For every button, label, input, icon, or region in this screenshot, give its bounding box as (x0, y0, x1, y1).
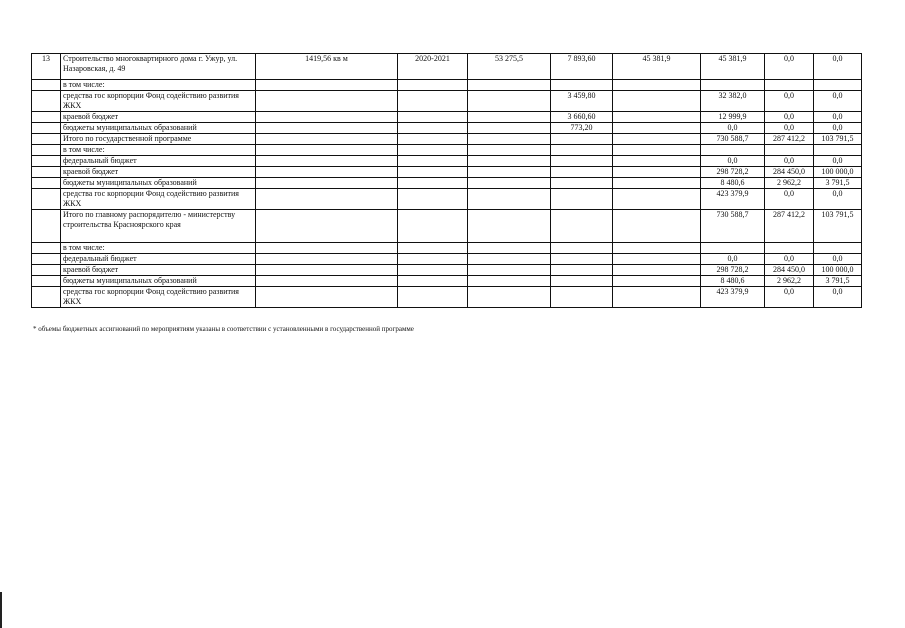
table-row (32, 167, 862, 178)
cell-name: краевой бюджет (61, 167, 256, 178)
cell-y3: 0,0 (814, 156, 862, 167)
cell-period (398, 265, 468, 276)
cell-period (398, 243, 468, 254)
cell-c6 (613, 145, 701, 156)
cell-c6 (613, 156, 701, 167)
cell-period (398, 145, 468, 156)
cell-c5 (551, 276, 613, 287)
cell-period (398, 276, 468, 287)
table-row (32, 112, 862, 123)
cell-y2 (765, 243, 814, 254)
cell-capacity (256, 91, 398, 112)
cell-y1: 12 999,9 (701, 112, 765, 123)
cell-num (32, 134, 61, 145)
cell-period (398, 189, 468, 210)
cell-num (32, 276, 61, 287)
cell-period (398, 123, 468, 134)
cell-y1: 32 382,0 (701, 91, 765, 112)
cell-name: в том числе: (61, 80, 256, 91)
cell-num (32, 287, 61, 308)
cell-period (398, 112, 468, 123)
cell-name: краевой бюджет (61, 112, 256, 123)
cell-y3: 0,0 (814, 112, 862, 123)
cell-capacity (256, 112, 398, 123)
cell-capacity (256, 167, 398, 178)
cell-y2: 0,0 (765, 91, 814, 112)
cell-cost (468, 156, 551, 167)
cell-c6 (613, 167, 701, 178)
cell-c6 (613, 112, 701, 123)
cell-capacity (256, 265, 398, 276)
cell-y1: 423 379,9 (701, 189, 765, 210)
cell-cost (468, 189, 551, 210)
cell-num (32, 265, 61, 276)
cell-c6 (613, 123, 701, 134)
cell-cost (468, 167, 551, 178)
scan-edge-mark (0, 592, 2, 628)
cell-capacity (256, 123, 398, 134)
cell-c5 (551, 156, 613, 167)
cell-y1: 730 588,7 (701, 134, 765, 145)
cell-c5 (551, 134, 613, 145)
cell-num: 13 (32, 54, 61, 80)
cell-c6 (613, 254, 701, 265)
cell-capacity: 1419,56 кв м (256, 54, 398, 80)
cell-y3: 3 791,5 (814, 276, 862, 287)
cell-num (32, 91, 61, 112)
cell-cost (468, 243, 551, 254)
cell-y1: 0,0 (701, 254, 765, 265)
cell-cost (468, 254, 551, 265)
cell-c5 (551, 167, 613, 178)
cell-name: средства гос корпорции Фонд содействию развития ЖКХ (61, 189, 256, 210)
cell-y2: 0,0 (765, 287, 814, 308)
cell-y2: 2 962,2 (765, 276, 814, 287)
cell-y2: 287 412,2 (765, 134, 814, 145)
cell-num (32, 254, 61, 265)
cell-period (398, 80, 468, 91)
table-row (32, 243, 862, 254)
cell-name: в том числе: (61, 243, 256, 254)
cell-capacity (256, 145, 398, 156)
cell-y3: 0,0 (814, 91, 862, 112)
cell-num (32, 210, 61, 243)
cell-y2: 0,0 (765, 123, 814, 134)
cell-capacity (256, 178, 398, 189)
project-row (32, 54, 862, 80)
cell-y1 (701, 243, 765, 254)
cell-y3: 0,0 (814, 123, 862, 134)
cell-y1: 423 379,9 (701, 287, 765, 308)
cell-y3: 103 791,5 (814, 210, 862, 243)
cell-capacity (256, 243, 398, 254)
table-row (32, 123, 862, 134)
cell-capacity (256, 189, 398, 210)
cell-c6 (613, 265, 701, 276)
cell-cost (468, 276, 551, 287)
cell-c6 (613, 287, 701, 308)
cell-cost (468, 134, 551, 145)
cell-y2: 0,0 (765, 189, 814, 210)
cell-y2: 2 962,2 (765, 178, 814, 189)
cell-name: средства гос корпорции Фонд содействию развития ЖКХ (61, 287, 256, 308)
cell-cost (468, 265, 551, 276)
cell-c5 (551, 145, 613, 156)
cell-c5 (551, 243, 613, 254)
cell-y2: 0,0 (765, 254, 814, 265)
cell-num (32, 80, 61, 91)
table-row (32, 91, 862, 112)
cell-cost: 53 275,5 (468, 54, 551, 80)
cell-period (398, 167, 468, 178)
cell-y2 (765, 80, 814, 91)
cell-num (32, 167, 61, 178)
cell-c5 (551, 80, 613, 91)
budget-table (31, 53, 862, 308)
cell-y3: 0,0 (814, 254, 862, 265)
cell-y1: 8 480,6 (701, 178, 765, 189)
cell-period (398, 91, 468, 112)
cell-num (32, 123, 61, 134)
cell-y2: 284 450,0 (765, 265, 814, 276)
cell-y3 (814, 145, 862, 156)
cell-y1: 45 381,9 (701, 54, 765, 80)
budget-table-body (32, 54, 862, 308)
cell-period (398, 287, 468, 308)
cell-name: федеральный бюджет (61, 254, 256, 265)
cell-cost (468, 112, 551, 123)
cell-y3: 100 000,0 (814, 167, 862, 178)
table-row (32, 156, 862, 167)
cell-c5: 3 660,60 (551, 112, 613, 123)
cell-c6 (613, 80, 701, 91)
cell-capacity (256, 287, 398, 308)
cell-cost (468, 287, 551, 308)
cell-num (32, 145, 61, 156)
table-row (32, 80, 862, 91)
cell-c5 (551, 178, 613, 189)
cell-c5: 773,20 (551, 123, 613, 134)
cell-num (32, 156, 61, 167)
cell-capacity (256, 210, 398, 243)
cell-num (32, 112, 61, 123)
cell-y3: 103 791,5 (814, 134, 862, 145)
cell-capacity (256, 134, 398, 145)
cell-cost (468, 91, 551, 112)
cell-period: 2020-2021 (398, 54, 468, 80)
cell-c6 (613, 91, 701, 112)
cell-cost (468, 210, 551, 243)
cell-name: в том числе: (61, 145, 256, 156)
cell-name: краевой бюджет (61, 265, 256, 276)
cell-c5 (551, 254, 613, 265)
cell-c6 (613, 243, 701, 254)
cell-y2: 0,0 (765, 156, 814, 167)
table-row (32, 265, 862, 276)
cell-y1 (701, 80, 765, 91)
cell-y3: 0,0 (814, 189, 862, 210)
table-row (32, 276, 862, 287)
cell-c6 (613, 178, 701, 189)
cell-period (398, 156, 468, 167)
cell-c6 (613, 210, 701, 243)
cell-name: бюджеты муниципальных образований (61, 123, 256, 134)
cell-num (32, 189, 61, 210)
cell-c5 (551, 189, 613, 210)
cell-c5 (551, 265, 613, 276)
cell-y1: 730 588,7 (701, 210, 765, 243)
cell-y2: 287 412,2 (765, 210, 814, 243)
cell-capacity (256, 156, 398, 167)
cell-name: федеральный бюджет (61, 156, 256, 167)
cell-capacity (256, 254, 398, 265)
cell-y3: 100 000,0 (814, 265, 862, 276)
cell-period (398, 210, 468, 243)
cell-name: Итого по государственной программе (61, 134, 256, 145)
cell-cost (468, 80, 551, 91)
cell-c5: 7 893,60 (551, 54, 613, 80)
cell-c5 (551, 287, 613, 308)
cell-c6: 45 381,9 (613, 54, 701, 80)
cell-period (398, 254, 468, 265)
cell-y1: 8 480,6 (701, 276, 765, 287)
cell-cost (468, 145, 551, 156)
cell-y1 (701, 145, 765, 156)
cell-y1: 0,0 (701, 123, 765, 134)
cell-cost (468, 178, 551, 189)
cell-y3: 0,0 (814, 287, 862, 308)
cell-y1: 298 728,2 (701, 265, 765, 276)
table-row (32, 178, 862, 189)
cell-num (32, 178, 61, 189)
cell-name: бюджеты муниципальных образований (61, 178, 256, 189)
cell-y2: 0,0 (765, 54, 814, 80)
cell-y1: 0,0 (701, 156, 765, 167)
cell-name: Строительство многоквартирного дома г. Ужур, ул. Назаровская, д. 49 (61, 54, 256, 80)
cell-c6 (613, 276, 701, 287)
cell-name: средства гос корпорции Фонд содействию развития ЖКХ (61, 91, 256, 112)
cell-c5 (551, 210, 613, 243)
cell-c5: 3 459,80 (551, 91, 613, 112)
cell-num (32, 243, 61, 254)
cell-capacity (256, 276, 398, 287)
cell-period (398, 178, 468, 189)
cell-name: Итого по главному распорядителю - министерству строительства Красноярского края (61, 210, 256, 243)
cell-cost (468, 123, 551, 134)
cell-c6 (613, 134, 701, 145)
cell-y3 (814, 80, 862, 91)
footnote: * объемы бюджетных ассигнований по мероприятиям указаны в соответствии с установленными в государственной программе (33, 325, 414, 333)
cell-y1: 298 728,2 (701, 167, 765, 178)
table-row (32, 189, 862, 210)
cell-y3: 3 791,5 (814, 178, 862, 189)
cell-y2: 284 450,0 (765, 167, 814, 178)
cell-y2: 0,0 (765, 112, 814, 123)
cell-c6 (613, 189, 701, 210)
table-row (32, 287, 862, 308)
cell-y3 (814, 243, 862, 254)
table-row (32, 254, 862, 265)
table-row (32, 145, 862, 156)
cell-period (398, 134, 468, 145)
cell-y2 (765, 145, 814, 156)
cell-name: бюджеты муниципальных образований (61, 276, 256, 287)
table-row (32, 210, 862, 243)
table-row (32, 134, 862, 145)
cell-y3: 0,0 (814, 54, 862, 80)
cell-capacity (256, 80, 398, 91)
